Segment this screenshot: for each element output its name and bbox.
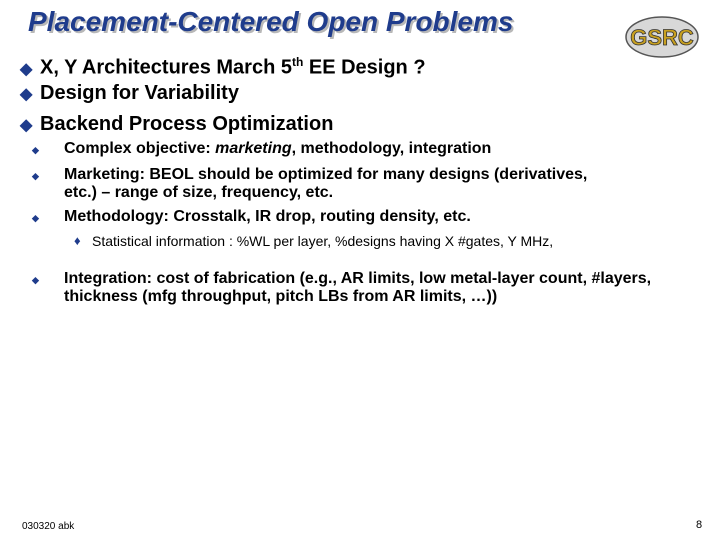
small-diamond-bullet-icon: ◆ bbox=[32, 213, 39, 223]
logo-text: GSRC bbox=[630, 25, 694, 50]
small-diamond-bullet-icon: ◆ bbox=[32, 171, 39, 181]
bullet-design-variability: ◆ Design for Variability bbox=[20, 81, 239, 107]
small-diamond-bullet-icon: ◆ bbox=[32, 275, 39, 285]
page-number: 8 bbox=[696, 519, 703, 531]
footer-date: 030320 abk bbox=[22, 521, 75, 532]
tiny-diamond-bullet-icon: ♦ bbox=[74, 233, 81, 248]
diamond-bullet-icon: ◆ bbox=[20, 86, 33, 103]
bullet-xy-architectures: ◆ X, Y Architectures March 5th EE Design ? bbox=[20, 50, 426, 82]
slide-title: Placement-Centered Open Problems bbox=[28, 6, 514, 37]
sub-bullet-complex-objective: ◆ Complex objective: marketing, methodology, integration bbox=[32, 140, 492, 157]
sub-sub-bullet-statistical: ♦ Statistical information : %WL per layer, %designs having X #gates, Y MHz, bbox=[74, 233, 554, 249]
sub-bullet-marketing: ◆ Marketing: BEOL should be optimized for many designs (derivatives, etc.) – range of size, frequency, etc. bbox=[32, 166, 588, 201]
sub-bullet-methodology: ◆ Methodology: Crosstalk, IR drop, routing density, etc. bbox=[32, 208, 471, 225]
bullet-backend-process: ◆ Backend Process Optimization bbox=[20, 112, 333, 138]
gsrc-logo bbox=[624, 14, 700, 60]
diamond-bullet-icon: ◆ bbox=[20, 60, 33, 78]
sub-bullet-integration: ◆ Integration: cost of fabrication (e.g., AR limits, low metal-layer count, #layers, thickness (mfg throughput, pitch LBs from AR limits, …)) bbox=[32, 270, 652, 305]
diamond-bullet-icon: ◆ bbox=[20, 117, 33, 134]
small-diamond-bullet-icon: ◆ bbox=[32, 145, 39, 155]
